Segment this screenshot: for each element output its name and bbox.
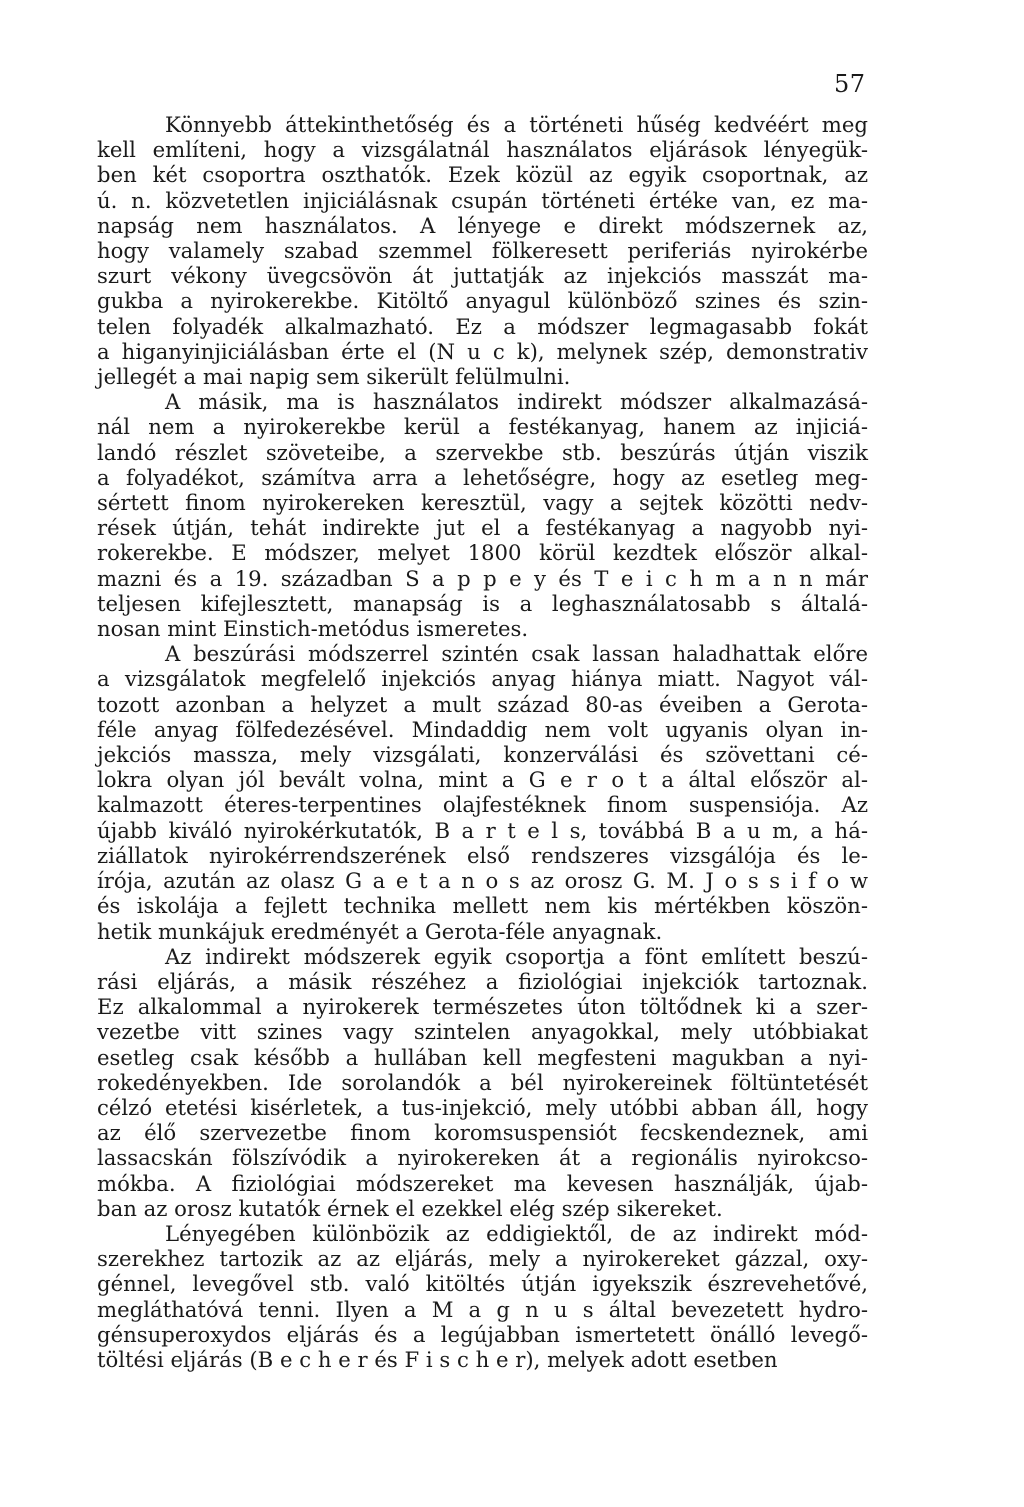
text-line: génnel, levegővel stb. való kitöltés útján igyekszik észrevehetővé, [97, 1271, 868, 1297]
text-line: jekciós massza, mely vizsgálati, konzerválási és szövettani cé- [97, 742, 868, 768]
text-line: esetleg csak később a hullában kell megfesteni magukban a nyi- [97, 1044, 868, 1070]
text-line: az élő szervezetbe finom koromsuspensiót fecskendeznek, ami [97, 1120, 868, 1146]
text-line: célzó etetési kisérletek, a tus-injekció, mely utóbbi abban áll, hogy [97, 1094, 868, 1120]
text-line: kell említeni, hogy a vizsgálatnál használatos eljárások lényegük- [97, 137, 868, 163]
text-line: telen folyadék alkalmazható. Ez a módszer legmagasabb fokát [97, 313, 868, 339]
text-line: megláthatóvá tenni. Ilyen a M a g n u s által bevezetett hydro- [97, 1296, 868, 1322]
text-line: nál nem a nyirokerekbe kerül a festékanyag, hanem az injiciá- [97, 414, 868, 440]
text-line: újabb kiváló nyirokérkutatók, B a r t e l s, továbbá B a u m, a há- [97, 817, 868, 843]
text-line: napság nem használatos. A lényege e direkt módszernek az, [97, 212, 868, 238]
text-line: jellegét a mai napig sem sikerült felülmulni. [97, 364, 571, 390]
paragraph [97, 944, 868, 1221]
text-line: rási eljárás, a másik részéhez a fiziológiai injekciók tartoznak. [97, 968, 868, 994]
paragraph [97, 1221, 868, 1372]
text-line: Ez alkalommal a nyirokerek természetes úton töltődnek ki a szer- [97, 994, 868, 1020]
text-line: mókba. A fiziológiai módszereket ma kevesen használják, újab- [97, 1170, 868, 1196]
text-line: és iskolája a fejlett technika mellett nem kis mértékben köszön- [97, 893, 868, 919]
text-line: nosan mint Einstich-metódus ismeretes. [97, 616, 529, 642]
text-line: ban az orosz kutatók érnek el ezekkel elég szép sikereket. [97, 1195, 723, 1221]
text-line: a folyadékot, számítva arra a lehetőségre, hogy az esetleg meg- [97, 464, 868, 490]
text-line: gukba a nyirokerekbe. Kitöltő anyagul különböző szines és szin- [97, 288, 868, 314]
text-line: rokerekbe. E módszer, melyet 1800 körül kezdtek először alkal- [97, 540, 868, 566]
text-line: A beszúrási módszerrel szintén csak lassan haladhattak előre [165, 641, 868, 667]
text-line: génsuperoxydos eljárás és a legújabban ismertetett önálló levegő- [97, 1321, 868, 1347]
text-line: lassacskán fölszívódik a nyirokereken át a regionális nyirokcso- [97, 1145, 868, 1171]
text-line: lokra olyan jól bevált volna, mint a G e r o t a által először al- [97, 767, 868, 793]
text-line: Az indirekt módszerek egyik csoportja a fönt említett beszú- [165, 943, 868, 969]
body-text [97, 112, 868, 1372]
paragraph [97, 112, 868, 389]
text-line: a vizsgálatok megfelelő injekciós anyag hiánya miatt. Nagyot vál- [97, 666, 868, 692]
text-line: landó részlet szöveteibe, a szervekbe stb. beszúrás útján viszik [97, 439, 868, 465]
text-line: ben két csoportra oszthatók. Ezek közül az egyik csoportnak, az [97, 162, 868, 188]
text-line: töltési eljárás (B e c h e r és F i s c h e r), melyek adott esetben [97, 1346, 778, 1372]
text-line: szurt vékony üvegcsövön át juttatják az injekciós masszát ma- [97, 263, 868, 289]
text-line: féle anyag fölfedezésével. Mindaddig nem volt ugyanis olyan in- [97, 716, 868, 742]
text-line: írója, azután az olasz G a e t a n o s az orosz G. M. J o s s i f o w [97, 868, 868, 894]
text-line: a higanyinjiciálásban érte el (N u c k), melynek szép, demonstrativ [97, 338, 868, 364]
text-line: sértett finom nyirokereken keresztül, vagy a sejtek közötti nedv- [97, 490, 868, 516]
text-line: mazni és a 19. században S a p p e y és T e i c h m a n n már [97, 565, 868, 591]
text-line: hogy valamely szabad szemmel fölkeresett periferiás nyirokérbe [97, 238, 868, 264]
paragraph [97, 641, 868, 943]
text-line: ú. n. közvetetlen injiciálásnak csupán történeti értéke van, ez ma- [97, 187, 868, 213]
text-line: szerekhez tartozik az az eljárás, mely a nyirokereket gázzal, oxy- [97, 1246, 868, 1272]
text-line: hetik munkájuk eredményét a Gerota-féle anyagnak. [97, 918, 663, 944]
text-line: rokedényekben. Ide sorolandók a bél nyirokereinek föltüntetését [97, 1069, 868, 1095]
text-line: teljesen kifejlesztett, manapság is a leghasználatosabb s általá- [97, 590, 868, 616]
text-line: A másik, ma is használatos indirekt módszer alkalmazásá- [165, 389, 868, 415]
text-line: kalmazott éteres-terpentines olajfestéknek finom suspensiója. Az [97, 792, 868, 818]
text-line: Lényegében különbözik az eddigiektől, de az indirekt mód- [165, 1220, 868, 1246]
text-line: vezetbe vitt szines vagy szintelen anyagokkal, mely utóbbiakat [97, 1019, 868, 1045]
text-line: ziállatok nyirokérrendszerének első rendszeres vizsgálója és le- [97, 842, 868, 868]
text-line: tozott azonban a helyzet a mult század 80-as éveiben a Gerota- [97, 691, 868, 717]
page-number: 57 [834, 70, 866, 98]
paragraph [97, 389, 868, 641]
text-line: Könnyebb áttekinthetőség és a történeti hűség kedvéért meg [165, 112, 868, 137]
text-line: rések útján, tehát indirekte jut el a festékanyag a nagyobb nyi- [97, 515, 868, 541]
